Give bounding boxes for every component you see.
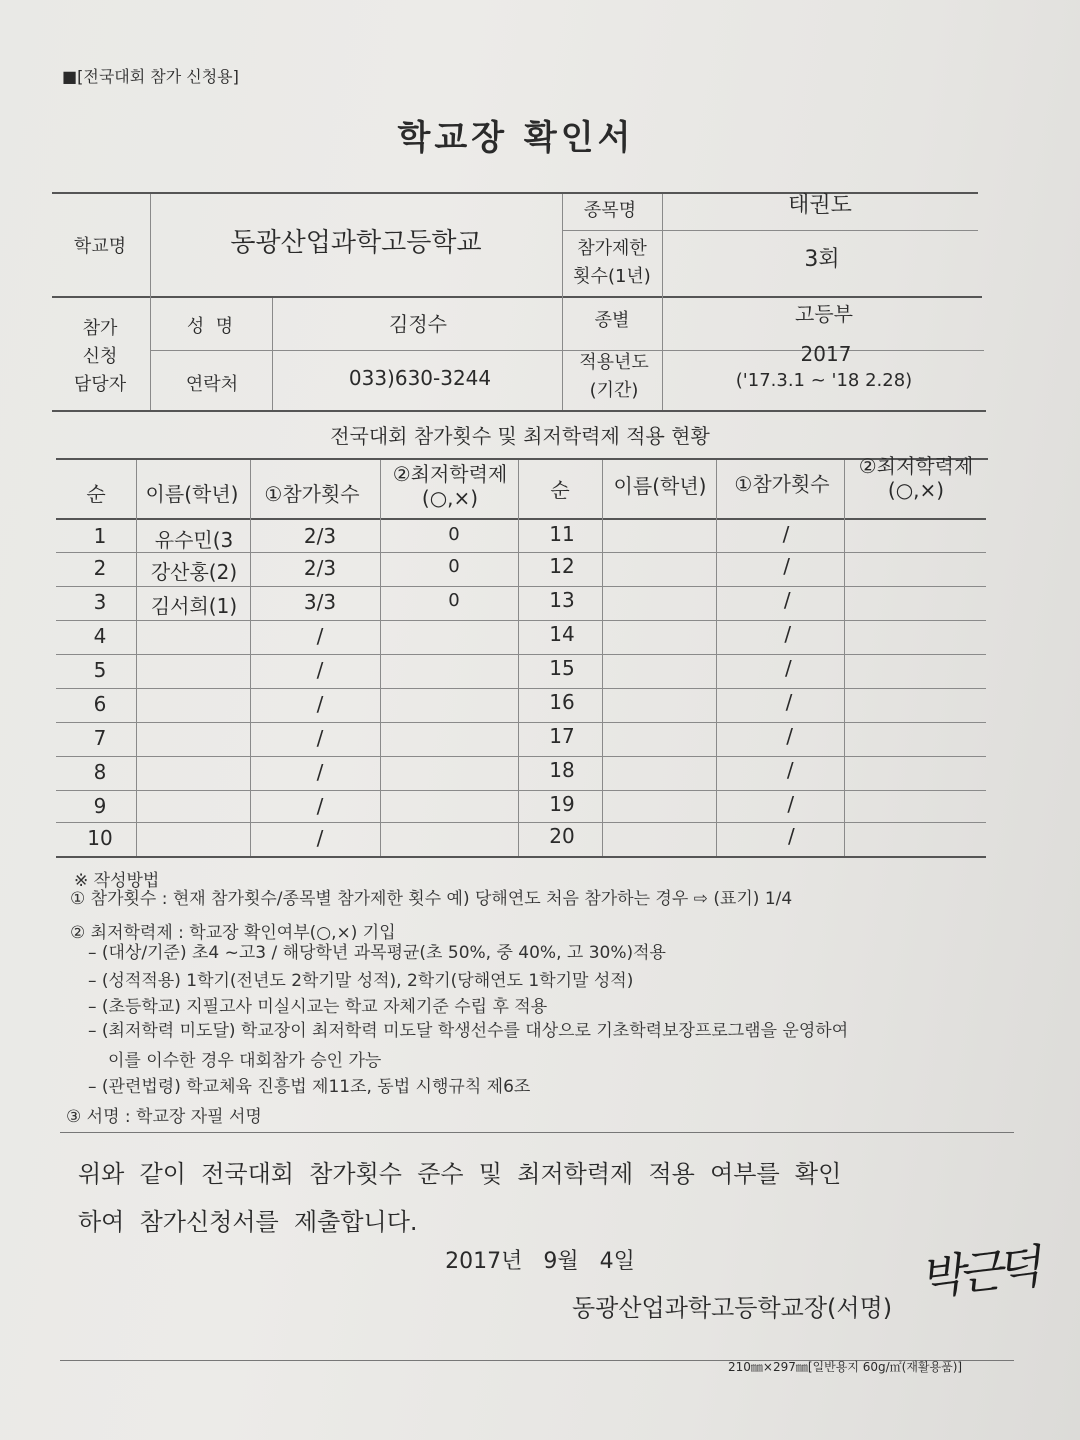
header-min-mark-left: (○,×) xyxy=(421,486,479,510)
row-number: 16 xyxy=(549,690,575,714)
status-row-separator xyxy=(56,822,986,823)
participation-count: / xyxy=(788,824,795,848)
participation-count: / xyxy=(316,760,324,784)
note-2e: – (관련법령) 학교체육 진흥법 제11조, 동법 시행규칙 제6조 xyxy=(88,1077,531,1097)
info-col-line xyxy=(150,194,151,410)
header-no-right: 순 xyxy=(550,478,570,502)
status-table-bottom-border xyxy=(56,856,986,858)
limit-label-1: 참가제한 xyxy=(577,238,647,259)
header-min-left: ②최저학력제 xyxy=(392,462,508,486)
status-row-separator xyxy=(56,620,986,621)
min-academic-check: 0 xyxy=(448,556,460,577)
row-number: 14 xyxy=(549,622,575,646)
participation-count: / xyxy=(316,624,324,648)
contact-label: 연락처 xyxy=(185,374,239,395)
participation-count: / xyxy=(782,522,790,546)
status-row-separator xyxy=(56,654,986,655)
limit-value: 3회 xyxy=(804,247,840,272)
year-label-2: (기간) xyxy=(589,380,639,401)
participation-count: / xyxy=(785,656,792,680)
status-table-header-border xyxy=(56,518,986,520)
manager-label-2: 신청 xyxy=(82,346,118,367)
participation-count: / xyxy=(785,690,793,714)
notes-heading: ※ 작성방법 xyxy=(74,871,160,891)
participation-count: / xyxy=(316,692,324,716)
status-col-line xyxy=(844,460,845,856)
row-number: 18 xyxy=(549,758,575,782)
row-number: 20 xyxy=(549,824,575,848)
header-min-mark-right: (○,×) xyxy=(887,478,945,502)
event-label: 종목명 xyxy=(583,200,637,221)
participation-count: / xyxy=(786,724,793,748)
note-2c: – (초등학교) 지필고사 미실시교는 학교 자체기준 수립 후 적용 xyxy=(88,997,548,1017)
school-label: 학교명 xyxy=(73,236,127,257)
participation-count: 3/3 xyxy=(303,590,337,614)
note-2d-cont: 이를 이수한 경우 대회참가 승인 가능 xyxy=(108,1051,382,1071)
row-number: 11 xyxy=(549,522,575,546)
info-col-line xyxy=(562,194,563,410)
statement-line-1: 위와 같이 전국대회 참가횟수 준수 및 최저학력제 적용 여부를 확인 xyxy=(78,1160,842,1188)
row-number: 15 xyxy=(549,656,575,680)
participation-count: / xyxy=(316,794,324,818)
row-number: 5 xyxy=(93,658,107,682)
category-label: 종별 xyxy=(594,310,630,331)
row-number: 12 xyxy=(549,554,575,578)
participation-count: / xyxy=(786,758,794,782)
category-value: 고등부 xyxy=(795,302,853,326)
participation-count: / xyxy=(316,826,324,850)
participation-count: / xyxy=(787,792,795,816)
row-number: 4 xyxy=(93,624,107,648)
status-col-line xyxy=(380,460,381,856)
min-academic-check: 0 xyxy=(448,590,460,611)
year-period: ('17.3.1 ~ '18 2.28) xyxy=(735,370,913,391)
row-number: 6 xyxy=(93,692,107,716)
form-type-label: ■[전국대회 참가 신청용] xyxy=(62,67,239,86)
limit-label-2: 횟수(1년) xyxy=(573,266,651,287)
row-number: 10 xyxy=(87,826,113,850)
header-name-left: 이름(학년) xyxy=(145,482,239,506)
header-min-right: ②최저학력제 xyxy=(858,454,974,478)
participation-count: / xyxy=(784,622,792,646)
year-label-1: 적용년도 xyxy=(579,352,649,373)
status-row-separator xyxy=(56,688,986,689)
manager-label-1: 참가 xyxy=(82,318,118,339)
participation-count: / xyxy=(783,554,790,578)
participation-count: / xyxy=(783,588,791,612)
student-name-grade: 김서희(1) xyxy=(150,594,238,618)
participation-count: / xyxy=(316,726,324,750)
name-label: 성 명 xyxy=(186,316,234,337)
status-row-separator xyxy=(56,586,986,587)
submission-date: 2017년 9월 4일 xyxy=(445,1249,635,1274)
manager-name: 김정수 xyxy=(389,312,447,336)
row-number: 9 xyxy=(93,794,107,818)
row-number: 2 xyxy=(93,556,107,580)
participation-count: 2/3 xyxy=(303,524,337,548)
info-col-line xyxy=(272,298,273,410)
status-table-top-border xyxy=(56,458,988,460)
year-value: 2017 xyxy=(800,342,852,366)
status-col-line xyxy=(716,460,717,856)
note-3: ③ 서명 : 학교장 자필 서명 xyxy=(66,1107,262,1127)
row-number: 1 xyxy=(93,524,107,548)
header-count-left: ①참가횟수 xyxy=(264,482,360,506)
min-academic-check: 0 xyxy=(448,524,460,545)
status-col-line xyxy=(602,460,603,856)
note-2a: – (대상/기준) 초4 ~고3 / 해당학년 과목평균(초 50%, 중 40%, 고 30%)적용 xyxy=(88,943,666,963)
manager-label-3: 담당자 xyxy=(73,374,127,395)
row-number: 8 xyxy=(93,760,107,784)
note-2b: – (성적적용) 1학기(전년도 2학기말 성적), 2학기(당해연도 1학기말 성적) xyxy=(88,971,634,991)
note-2: ② 최저학력제 : 학교장 확인여부(○,×) 기입 xyxy=(70,923,396,943)
header-name-right: 이름(학년) xyxy=(613,474,707,498)
info-line xyxy=(562,230,978,231)
note-1: ① 참가횟수 : 현재 참가횟수/종목별 참가제한 횟수 예) 당해연도 처음 참가하는 경우 ⇨ (표기) 1/4 xyxy=(70,889,793,909)
principal-signature: 박근덕 xyxy=(921,1238,1042,1306)
status-row-separator xyxy=(56,722,986,723)
header-no-left: 순 xyxy=(86,482,106,506)
event-value: 태권도 xyxy=(788,193,852,218)
status-col-line xyxy=(136,460,137,856)
participation-count: 2/3 xyxy=(303,556,337,580)
row-number: 7 xyxy=(93,726,107,750)
status-col-line xyxy=(518,460,519,856)
statement-line-2: 하여 참가신청서를 제출합니다. xyxy=(78,1208,418,1236)
document-title: 학교장 확인서 xyxy=(397,118,635,158)
header-count-right: ①참가횟수 xyxy=(734,472,830,496)
row-number: 17 xyxy=(549,724,575,748)
row-number: 13 xyxy=(549,588,575,612)
status-section-title: 전국대회 참가횟수 및 최저학력제 적용 현황 xyxy=(330,424,710,448)
principal-title: 동광산업과학고등학교장(서명) xyxy=(572,1294,893,1322)
participation-count: / xyxy=(316,658,324,682)
info-col-line xyxy=(662,194,663,410)
paper-spec: 210㎜×297㎜[일반용지 60g/㎡(재활용품)] xyxy=(728,1360,963,1374)
row-number: 3 xyxy=(93,590,107,614)
status-row-separator xyxy=(56,756,986,757)
info-table-bottom-border xyxy=(52,410,986,412)
student-name-grade: 유수민(3 xyxy=(154,528,234,552)
info-line xyxy=(150,350,984,351)
student-name-grade: 강산홍(2) xyxy=(150,560,238,584)
row-number: 19 xyxy=(549,792,575,816)
status-row-separator xyxy=(56,790,986,791)
contact-value: 033)630-3244 xyxy=(348,366,492,390)
school-name: 동광산업과학고등학교 xyxy=(230,228,482,258)
status-col-line xyxy=(250,460,251,856)
notes-divider xyxy=(60,1132,1014,1133)
note-2d: – (최저학력 미도달) 학교장이 최저학력 미도달 학생선수를 대상으로 기초학력보장프로그램을 운영하여 xyxy=(88,1021,849,1041)
